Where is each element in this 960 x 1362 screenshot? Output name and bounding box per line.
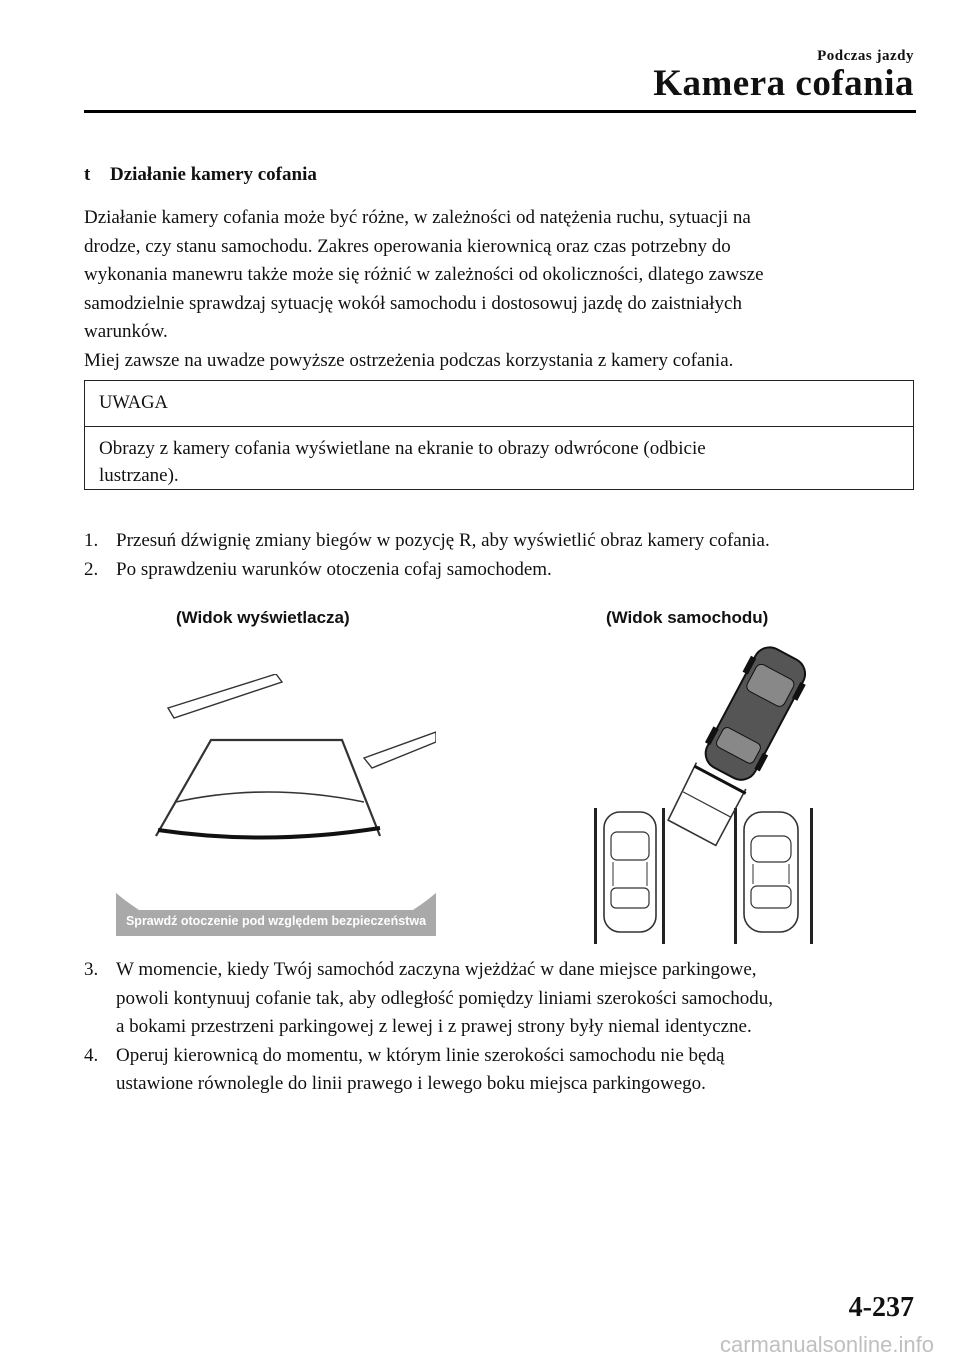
section-heading (84, 164, 317, 186)
parked-car-right (744, 812, 798, 932)
page-title: Kamera cofania (653, 63, 914, 104)
note-title: UWAGA (85, 381, 913, 427)
steps-list-top (84, 527, 914, 584)
step-text: Po sprawdzeniu warunków otoczenia cofaj samochodem. (116, 558, 552, 580)
note-line: Obrazy z kamery cofania wyświetlane na ekranie to obrazy odwrócone (odbicie (99, 438, 706, 459)
intro-line: Miej zawsze na uwadze powyższe ostrzeżenia podczas korzystania z kamery cofania. (84, 349, 734, 371)
vehicle-view-label: (Widok samochodu) (606, 608, 769, 627)
step-item (84, 527, 914, 556)
step-item (84, 956, 914, 1042)
parked-car-left (604, 812, 656, 932)
steps-list-bottom (84, 956, 914, 1099)
step-line: W momencie, kiedy Twój samochód zaczyna wjeżdżać w dane miejsce parkingowe, (116, 959, 757, 980)
section-title: Działanie kamery cofania (110, 164, 317, 185)
step-text: Przesuń dźwignię zmiany biegów w pozycję R, aby wyświetlić obraz kamery cofania. (116, 530, 770, 551)
step-number: 4. (84, 1044, 99, 1066)
display-caption: Sprawdź otoczenie pod względem bezpieczeństwa (125, 914, 427, 928)
note-line: lustrzane). (99, 465, 179, 486)
step-number: 3. (84, 959, 99, 980)
display-view-label: (Widok wyświetlacza) (176, 608, 350, 627)
chapter-title: Podczas jazdy (817, 48, 914, 64)
camera-display-illustration (116, 674, 436, 936)
intro-line: samodzielnie sprawdzaj sytuację wokół samochodu i dostosowuj jazdę do zaistniałych (84, 292, 742, 314)
step-text (116, 956, 773, 1042)
step-line: a bokami przestrzeni parkingowej z lewej i z prawej strony były niemal identyczne. (116, 1016, 752, 1037)
watermark: carmanualsonline.info (719, 1332, 934, 1357)
vehicle-view-illustration (584, 640, 824, 946)
intro-line: drodze, czy stanu samochodu. Zakres operowania kierownicą oraz czas potrzebny do (84, 235, 731, 257)
section-bullet-icon: t (84, 164, 91, 185)
step-number: 2. (84, 558, 99, 580)
step-item (84, 1042, 914, 1099)
step-number: 1. (84, 530, 99, 551)
step-text (116, 1042, 724, 1099)
note-box (84, 380, 914, 490)
step-line: Operuj kierownicą do momentu, w którym linie szerokości samochodu nie będą (116, 1044, 725, 1066)
note-body (85, 427, 913, 489)
intro-line: wykonania manewru także może się różnić w zależności od okoliczności, dlatego zawsze (84, 264, 764, 285)
header-rule (84, 110, 916, 113)
step-line: powoli kontynuuj cofanie tak, aby odległość pomiędzy liniami szerokości samochodu, (116, 987, 773, 1009)
intro-paragraph (84, 204, 914, 375)
step-line: ustawione równolegle do linii prawego i lewego boku miejsca parkingowego. (116, 1073, 706, 1094)
page-number: 4-237 (848, 1292, 914, 1323)
intro-line: warunków. (84, 321, 168, 342)
step-item (84, 556, 914, 585)
intro-line: Działanie kamery cofania może być różne, w zależności od natężenia ruchu, sytuacji na (84, 207, 751, 228)
